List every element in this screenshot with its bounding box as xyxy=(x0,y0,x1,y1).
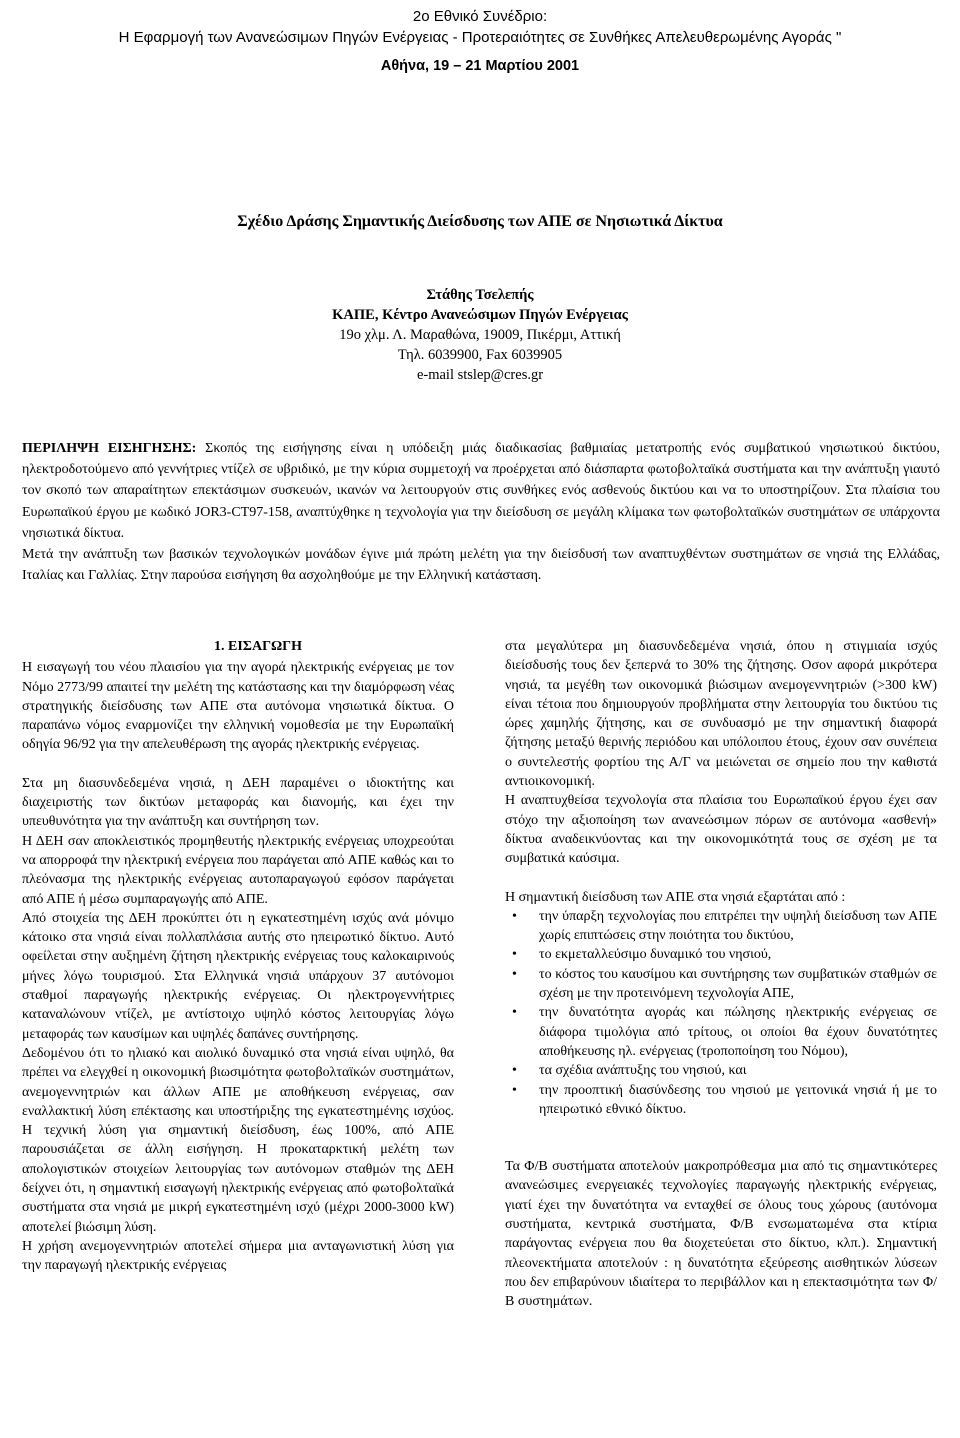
list-item xyxy=(505,1061,937,1080)
list-item-text: την δυνατότητα αγοράς και πώλησης ηλεκτρικής ενέργειας σε διάφορα τιμολόγια από τρίτους, οι οποίοι θα έχουν δυνατότητες αποθήκευσης ηλ. ενέργειας (τροποποίηση του Νόμου), xyxy=(539,1005,937,1059)
left-paragraph-3: Η ΔΕΗ σαν αποκλειστικός προμηθευτής ηλεκτρικής ενέργειας υποχρεούται να απορροφά την ηλεκτρική ενέργεια που παράγεται από ΑΠΕ καθώς και το πλεόνασμα της ηλεκτρικής ενέργειας αυτοπαραγωγού εφόσον παράγεται από ΑΠΕ ή μέσω συμπαραγωγής από ΑΠΕ. xyxy=(22,833,454,907)
left-column xyxy=(22,637,454,1276)
author-address: 19ο χλμ. Λ. Μαραθώνα, 19009, Πικέρμι, Αττική xyxy=(339,327,621,343)
right-paragraph-4: Τα Φ/Β συστήματα αποτελούν μακροπρόθεσμα μια από τις σημαντικότερες ανανεώσιμες ενεργειακές τεχνολογίες παραγωγής ηλεκτρικής ενέργειας, γιατί έχει την δυνατότητα να ενταχθεί σε όλους τους χώρους (αυτόνομα συστήματα, κεντρικά συστήματα, Φ/Β ενσωματωμένα στα κτίρια παράγοντας ενέργεια που θα διοχετεύεται στο δίκτυο, κλπ.). Σημαντική πλεονεκτήματα αποτελούν : η δυνατότητα εξεύρεσης αισθητικών λύσεων που δεν επιβαρύνουν ιδιαίτερα το περιβάλλον και η επεκτασιμότητα των Φ/Β συστημάτων. xyxy=(505,1159,937,1310)
dependency-list xyxy=(505,907,937,1119)
list-item xyxy=(505,965,937,1004)
list-item-text: τα σχέδια ανάπτυξης του νησιού, και xyxy=(539,1063,747,1079)
left-paragraph-1: Η εισαγωγή του νέου πλαισίου για την αγορά ηλεκτρικής ενέργειας με τον Νόμο 2773/99 απαιτεί την μελέτη της κατάστασης και την διαμόρφωση νέας στρατηγικής διείσδυσης των ΑΠΕ στα αυτόνομα νησιωτικά δίκτυα. Ο παραπάνω νόμος εναρμονίζει την ελληνική νομοθεσία με την Ευρωπαϊκή οδηγία 96/92 για την απελευθέρωση της αγοράς ηλεκτρικής ενέργειας. xyxy=(22,660,454,753)
list-item xyxy=(505,945,937,964)
conference-date: Αθήνα, 19 – 21 Μαρτίου 2001 xyxy=(380,58,580,74)
bullet-icon: • xyxy=(512,947,517,963)
right-paragraph-2: Η αναπτυχθείσα τεχνολογία στα πλαίσια του Ευρωπαϊκού έργου έχει σαν στόχο την αξιοποίηση των ανανεώσιμων πόρων σε αυτόνομα «ασθενή» δίκτυα αναδεικνύοντας και την οικονομικότητά τους σε σχέση με τα συμβατικά καύσιμα. xyxy=(505,793,937,867)
right-column xyxy=(505,637,937,1312)
list-item-text: το κόστος του καυσίμου και συντήρησης των συμβατικών σταθμών σε σχέση με την προτεινόμενη τεχνολογία ΑΠΕ, xyxy=(539,966,937,1002)
left-paragraph-2: Στα μη διασυνδεδεμένα νησιά, η ΔΕΗ παραμένει ο ιδιοκτήτης και διαχειριστής των δικτύων μεταφοράς και διανομής, και έχει την υπευθυνότητα για την ανάπτυξη και συντήρηση των. xyxy=(22,775,454,830)
bullet-icon: • xyxy=(512,966,517,982)
author-phone: Τηλ. 6039900, Fax 6039905 xyxy=(397,347,563,363)
left-paragraph-6: Η χρήση ανεμογεννητριών αποτελεί σήμερα μια ανταγωνιστική λύση για την παραγωγή ηλεκτρικής ενέργειας xyxy=(22,1238,454,1274)
right-paragraph-3: Η σημαντική διείσδυση των ΑΠΕ στα νησιά εξαρτάται από : xyxy=(505,889,846,905)
abstract xyxy=(22,438,940,586)
paragraph-gap xyxy=(22,755,454,774)
conference-header xyxy=(0,6,960,77)
section-heading: 1. ΕΙΣΑΓΩΓΗ xyxy=(214,639,302,654)
list-item xyxy=(505,1081,937,1120)
list-item xyxy=(505,907,937,946)
bullet-icon: • xyxy=(512,908,517,924)
abstract-paragraph-2: Μετά την ανάπτυξη των βασικών τεχνολογικών μονάδων έγινε μιά πρώτη μελέτη για την διείσδυσή των αναπτυχθέντων συστημάτων σε νησιά της Ελλάδας, Ιταλίας και Γαλλίας. Στην παρούσα εισήγηση θα ασχοληθούμε με την Ελληνική κατάσταση. xyxy=(22,547,940,584)
author-block xyxy=(0,285,960,385)
author-name: Στάθης Τσελεπής xyxy=(426,287,534,303)
right-paragraph-1: στα μεγαλύτερα μη διασυνδεδεμένα νησιά, όπου η στιγμιαία ισχύς διείσδυσής τους δεν ξεπερνά το 30% της ζήτησης. Οσον αφορά μικρότερα νησιά, τα μεγέθη των οικονομικά βιώσιμων ανεμογεννητριών (>300 kW) είναι τέτοια που δημιουργούν προβλήματα στην λειτουργία του δικτύου τις ώρες χαμηλής ζήτησης, και σε συνδυασμό με την σημαντική διαφορά ζήτησης μεταξύ θερινής περιόδου και υπόλοιπου έτους, έχουν σαν συνέπεια ο συντελεστής φορτίου της Α/Γ να μειώνεται σε σημείο που την καθιστά αντιοικονομική. xyxy=(505,639,937,790)
paper-title: Σχέδιο Δράσης Σημαντικής Διείσδυσης των ΑΠΕ σε Νησιωτικά Δίκτυα xyxy=(237,213,723,230)
author-affiliation: ΚΑΠΕ, Κέντρο Ανανεώσιμων Πηγών Ενέργειας xyxy=(332,307,628,323)
list-item-text: το εκμεταλλεύσιμο δυναμικό του νησιού, xyxy=(539,947,772,963)
bullet-icon: • xyxy=(512,1063,517,1079)
abstract-paragraph-1 xyxy=(22,438,940,544)
bullet-icon: • xyxy=(512,1005,517,1021)
list-item xyxy=(505,1003,937,1061)
conference-title: 2ο Εθνικό Συνέδριο: xyxy=(412,8,548,25)
paragraph-gap xyxy=(505,1138,937,1157)
list-item-text: την ύπαρξη τεχνολογίας που επιτρέπει την υψηλή διείσδυση των ΑΠΕ χωρίς επιπτώσεις στην ποιότητα του δικτύου, xyxy=(539,908,937,944)
conference-subtitle: Η Εφαρμογή των Ανανεώσιμων Πηγών Ενέργειας - Προτεραιότητες σε Συνθήκες Απελευθερωμένης Αγοράς " xyxy=(118,29,842,46)
list-item-text: την προοπτική διασύνδεσης του νησιού με γειτονικά νησιά ή με το ηπειρωτικό εθνικό δίκτυο. xyxy=(539,1082,937,1117)
abstract-label: ΠΕΡΙΛΗΨΗ ΕΙΣΗΓΗΣΗΣ: xyxy=(22,441,197,456)
paragraph-gap xyxy=(505,869,937,888)
paragraph-gap xyxy=(505,1119,937,1138)
bullet-icon: • xyxy=(512,1082,517,1098)
author-email: e-mail stslep@cres.gr xyxy=(416,367,544,383)
left-paragraph-4: Από στοιχεία της ΔΕΗ προκύπτει ότι η εγκατεστημένη ισχύς ανά μόνιμο κάτοικο στα νησιά είναι πολλαπλάσια αυτής στο ηπειρωτικό δίκτυο. Αυτό οφείλεται στην αυξημένη ζήτηση ηλεκτρικής ενέργειας τους καλοκαιρινούς μήνες λόγω τουρισμού. Στα Ελληνικά νησιά υπάρχουν 37 αυτόνομοι σταθμοί παραγωγής ηλεκτρικής ενέργειας. Οι ηλεκτρογεννήτριες καταναλώνουν ντίζελ, με αντίστοιχο υψηλό κόστος λειτουργίας λόγω μεταφοράς των καυσίμων και υψηλές δαπάνες συντήρησης. xyxy=(22,910,454,1042)
abstract-text-1: Σκοπός της εισήγησης είναι η υπόδειξη μιάς διαδικασίας βαθμιαίας μετατροπής ενός συμβατικού νησιωτικού δικτύου, ηλεκτροδοτούμενο από γεννήτριες ντίζελ σε υβριδικό, με την κύρια συμμετοχή να προέρχεται από διάσπαρτα φωτοβολταϊκά συστήματα και την ανάπτυξη γιαυτό τον σκοπό των απαραίτητων επεκτάσιμων συσκευών, ικανών να λειτουργούν στις συνθήκες ενός ασθενούς δικτύου και να το υποστηρίζουν. Στα πλαίσια του Ευρωπαϊκού έργου με κωδικό JOR3-CT97-158, αναπτύχθηκε η τεχνολογία για την διείσδυση σε μεγάλη κλίμακα των φωτοβολταϊκών συστημάτων σε υπάρχοντα νησιωτικά δίκτυα. xyxy=(22,441,940,541)
left-paragraph-5: Δεδομένου ότι το ηλιακό και αιολικό δυναμικό στα νησιά είναι υψηλό, θα πρέπει να ελεγχθεί η οικονομική βιωσιμότητα φωτοβολταϊκών συστημάτων, ανεμογεννητριών και άλλων ΑΠΕ με αποθήκευση ενέργειας, σαν εναλλακτική λύση επέκτασης και υποστήριξης της εγκατεστημένης ισχύος. Η τεχνική λύση για σημαντική διείσδυση, έως 100%, από ΑΠΕ παρουσιάζεται σε άλλη εισήγηση. Η προκαταρκτική μελέτη των απολογιστικών στοιχείων λειτουργίας των αυτόνομων σταθμών της ΔΕΗ δείχνει ότι, η σημαντική εισαγωγή ηλεκτρικής ενέργειας από φωτοβολταϊκά συστήματα στα νησιά με μικρή εγκατεστημένη ισχύ (μέχρι 2000-3000 kW) αποτελεί βιώσιμη λύση. xyxy=(22,1045,454,1235)
